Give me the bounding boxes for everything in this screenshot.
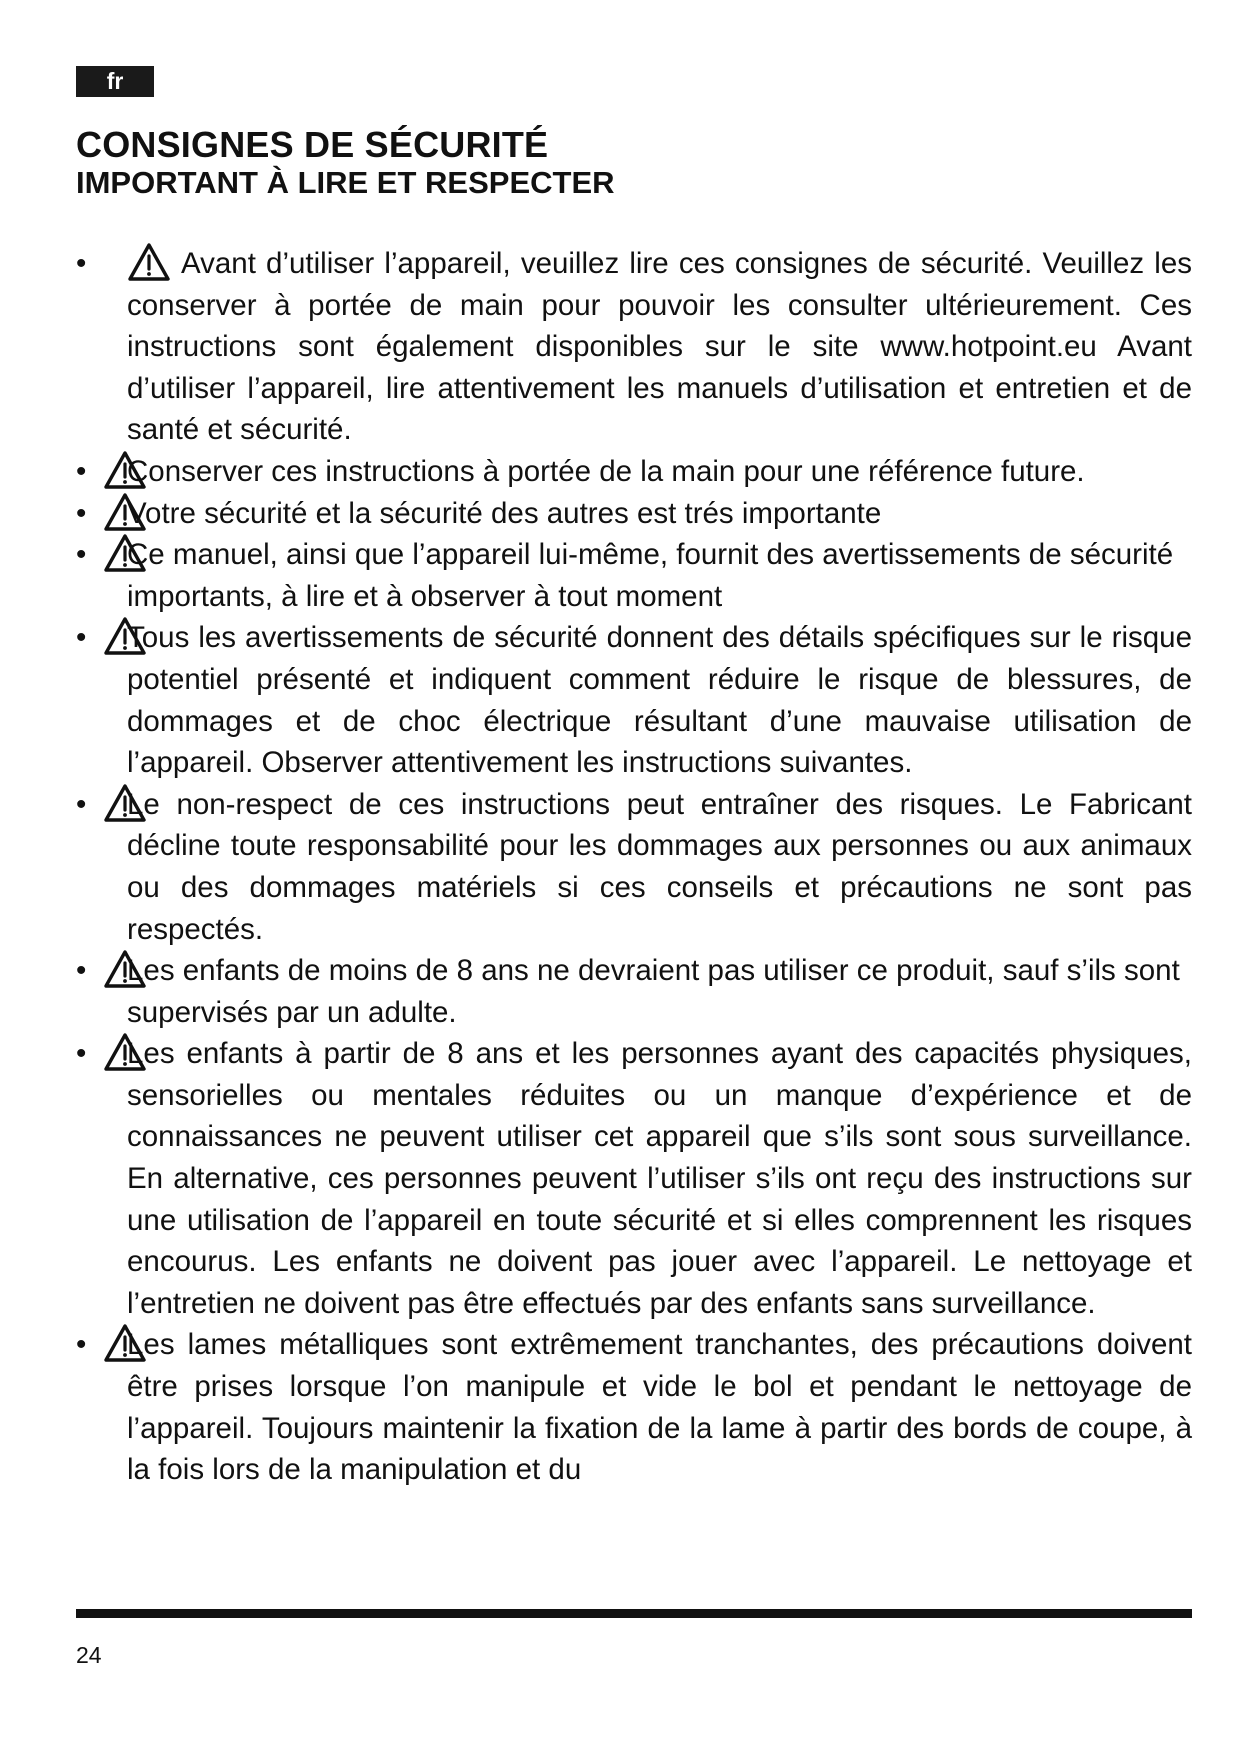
list-item	[76, 451, 1192, 493]
item-text: Avant d’utiliser l’appareil, veuillez lire ces consignes de sécurité. Veuillez les conserver à portée de main pour pouvoir les consulter ultérieurement. Ces instructions sont également disponibles sur le site www.hotpoint.eu Avant d’utiliser l’appareil, lire attentivement les manuels d’utilisation et entretien et de santé et sécurité.	[127, 247, 1192, 447]
safety-instructions-list	[76, 243, 1192, 1491]
page-subtitle: IMPORTANT À LIRE ET RESPECTER	[76, 165, 615, 200]
bullet: •	[76, 496, 87, 530]
warning-triangle-icon	[103, 450, 147, 490]
bullet: •	[76, 787, 87, 821]
bullet: •	[76, 454, 87, 488]
item-text: Les lames métalliques sont extrêmement tranchantes, des précautions doivent être prises lorsque l’on manipule et vide le bol et pendant le nettoyage de l’appareil. Toujours maintenir la fixation de la lame à partir des bords de coupe, à la fois lors de la manipulation et du	[127, 1328, 1192, 1487]
item-text: Le non-respect de ces instructions peut entraîner des risques. Le Fabricant décline toute responsabilité pour les dommages aux personnes ou aux animaux ou des dommages matériels si ces conseils et précautions ne sont pas respectés.	[127, 787, 1192, 946]
list-item	[76, 1033, 1192, 1324]
list-item	[76, 534, 1192, 617]
item-text: Les enfants à partir de 8 ans et les personnes ayant des capacités physiques, sensorielles ou mentales réduites ou un manque d’expérience et de connaissances ne peuvent utiliser cet appareil que s’ils sont sous surveillance. En alternative, ces personnes peuvent l’utiliser s’ils ont reçu des instructions sur une utilisation de l’appareil en toute sécurité et si elles comprennent les risques encourus. Les enfants ne doivent pas jouer avec l’appareil. Le nettoyage et l’entretien ne doivent pas être effectués par des enfants sans surveillance.	[127, 1037, 1192, 1320]
bullet: •	[76, 538, 87, 572]
warning-triangle-icon	[103, 1032, 147, 1072]
item-text: Votre sécurité et la sécurité des autres est trés importante	[127, 496, 882, 530]
item-text: Ce manuel, ainsi que l’appareil lui-même, fournit des avertissements de sécurité importants, à lire et à observer à tout moment	[127, 538, 1174, 613]
bullet: •	[76, 1328, 87, 1362]
item-text: Les enfants de moins de 8 ans ne devraient pas utiliser ce produit, sauf s’ils sont supervisés par un adulte.	[127, 954, 1180, 1029]
warning-triangle-icon	[103, 533, 147, 573]
list-item	[76, 493, 1192, 535]
bullet: •	[76, 621, 87, 655]
warning-triangle-icon	[103, 783, 147, 823]
list-item	[76, 950, 1192, 1033]
item-text: Conserver ces instructions à portée de la main pour une référence future.	[127, 454, 1085, 488]
list-item	[76, 617, 1192, 783]
footer-rule	[76, 1609, 1192, 1618]
list-item	[76, 784, 1192, 950]
list-item	[76, 1324, 1192, 1490]
bullet: •	[76, 247, 87, 280]
warning-triangle-icon	[103, 492, 147, 532]
item-text: Tous les avertissements de sécurité donnent des détails spécifiques sur le risque potentiel présenté et indiquent comment réduire le risque de blessures, de dommages et de choc électrique résultant d’une mauvaise utilisation de l’appareil. Observer attentivement les instructions suivantes.	[127, 621, 1192, 780]
bullet: •	[76, 954, 87, 988]
page-title: CONSIGNES DE SÉCURITÉ	[76, 124, 549, 165]
bullet: •	[76, 1037, 87, 1071]
warning-triangle-icon	[103, 1323, 147, 1363]
list-item	[76, 243, 1192, 451]
warning-triangle-icon	[127, 242, 171, 282]
warning-triangle-icon	[103, 616, 147, 656]
page-number: 24	[76, 1642, 102, 1668]
warning-triangle-icon	[103, 949, 147, 989]
language-badge: fr	[76, 66, 154, 97]
